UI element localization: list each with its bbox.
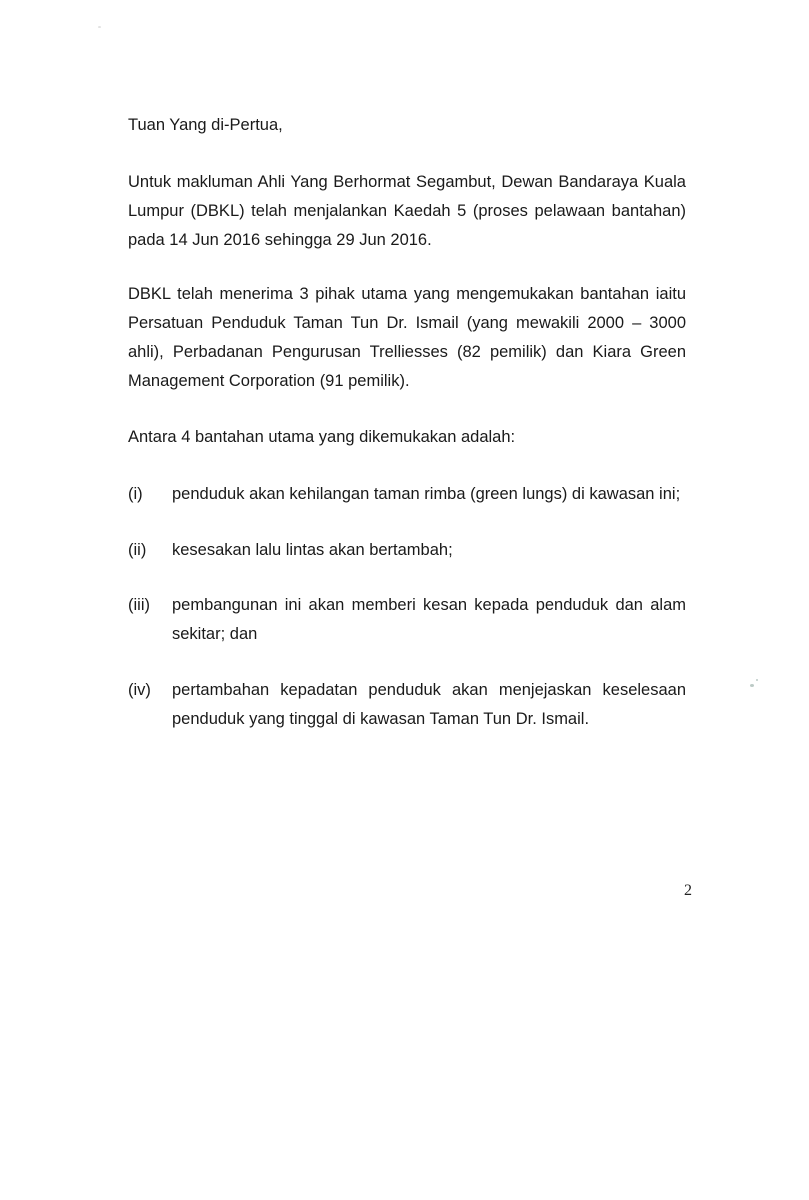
list-item-number: (ii) bbox=[128, 541, 147, 559]
list-item-number: (iii) bbox=[128, 596, 150, 614]
page-number: 2 bbox=[684, 882, 692, 899]
paragraph-objection-process: Untuk makluman Ahli Yang Berhormat Segambut, Dewan Bandaraya Kuala Lumpur (DBKL) telah menjalankan Kaedah 5 (proses pelawaan bantahan) pada 14 Jun 2016 sehingga 29 Jun 2016. bbox=[128, 173, 686, 249]
scan-speck bbox=[750, 684, 754, 687]
scan-speck bbox=[756, 679, 758, 681]
list-item-text: penduduk akan kehilangan taman rimba (green lungs) di kawasan ini; bbox=[172, 485, 681, 503]
list-item-text: pertambahan kepadatan penduduk akan menjejaskan keselesaan penduduk yang tinggal di kawasan Taman Tun Dr. Ismail. bbox=[172, 681, 686, 728]
paragraph-objecting-parties: DBKL telah menerima 3 pihak utama yang mengemukakan bantahan iaitu Persatuan Penduduk Taman Tun Dr. Ismail (yang mewakili 2000 – 3000 ahli), Perbadanan Pengurusan Trelliesses (82 pemilik) dan Kiara Green Management Corporation (91 pemilik). bbox=[128, 285, 686, 390]
paragraph-objections-intro: Antara 4 bantahan utama yang dikemukakan adalah: bbox=[128, 428, 516, 446]
list-item-number: (iv) bbox=[128, 681, 151, 699]
list-item-text: kesesakan lalu lintas akan bertambah; bbox=[172, 541, 453, 559]
scan-speck bbox=[98, 26, 101, 28]
list-item-text: pembangunan ini akan memberi kesan kepada penduduk dan alam sekitar; dan bbox=[172, 596, 686, 643]
list-item-number: (i) bbox=[128, 485, 143, 503]
salutation: Tuan Yang di-Pertua, bbox=[128, 116, 283, 134]
